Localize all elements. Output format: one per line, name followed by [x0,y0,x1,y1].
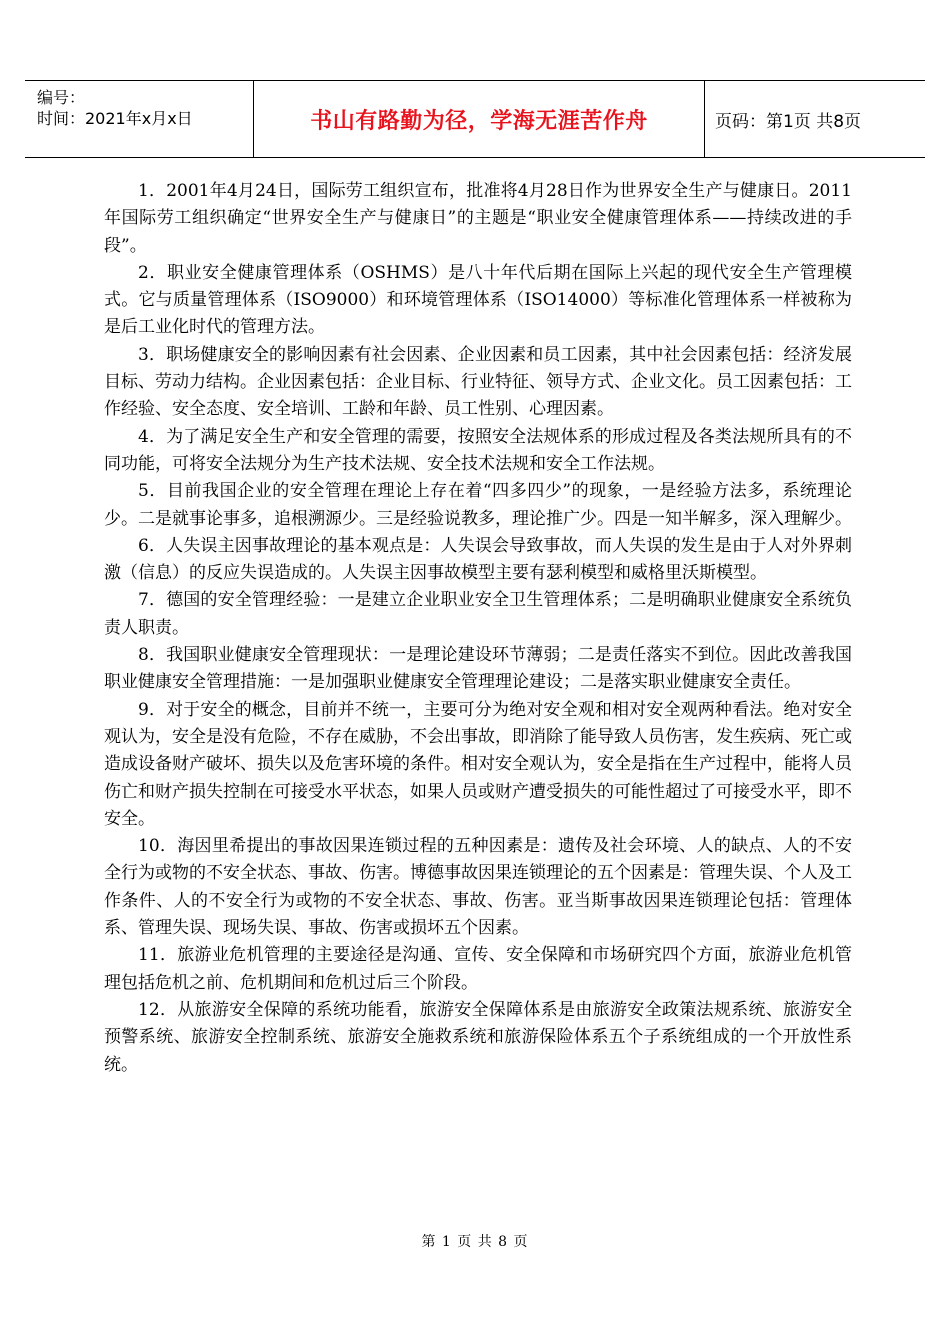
page-info-cell [705,81,925,157]
paragraph-6: 6．人失误主因事故理论的基本观点是：人失误会导致事故，而人失误的发生是由于人对外界刺激（信息）的反应失误造成的。人失误主因事故模型主要有瑟利模型和威格里沃斯模型。 [104,535,852,584]
paragraph-1: 1．2001年4月24日，国际劳工组织宣布，批准将4月28日作为世界安全生产与健康日。2011年国际劳工组织确定“世界安全生产与健康日”的主题是“职业安全健康管理体系——持续改进的手段”。 [104,181,852,256]
paragraph-9: 9．对于安全的概念，目前并不统一，主要可分为绝对安全观和相对安全观两种看法。绝对安全观认为，安全是没有危险，不存在威胁，不会出事故，即消除了能导致人员伤害，发生疾病、死亡或造成设备财产破坏、损失以及危害环境的条件。相对安全观认为，安全是指在生产过程中，能将人员伤亡和财产损失控制在可接受水平状态，如果人员或财产遭受损失的可能性超过了可接受水平，即不安全。 [104,699,852,829]
paragraph-5: 5．目前我国企业的安全管理在理论上存在着“四多四少”的现象，一是经验方法多，系统理论少。二是就事论事多，追根溯源少。三是经验说教多，理论推广少。四是一知半解多，深入理解少。 [104,481,852,529]
paragraph-7: 7．德国的安全管理经验：一是建立企业职业安全卫生管理体系；二是明确职业健康安全系统负责人职责。 [104,590,852,638]
paragraph-10: 10．海因里希提出的事故因果连锁过程的五种因素是：遗传及社会环境、人的缺点、人的不安全行为或物的不安全状态、事故、伤害。博德事故因果连锁理论的五个因素是：管理失误、个人及工作条件、人的不安全行为或物的不安全状态、事故、伤害。亚当斯事故因果连锁理论包括：管理体系、管理失误、现场失误、事故、伤害或损坏五个因素。 [104,836,852,939]
paragraph-4: 4．为了满足安全生产和安全管理的需要，按照安全法规体系的形成过程及各类法规所具有的不同功能，可将安全法规分为生产技术法规、安全技术法规和安全工作法规。 [104,426,852,474]
paragraph-3: 3．职场健康安全的影响因素有社会因素、企业因素和员工因素，其中社会因素包括：经济发展目标、劳动力结构。企业因素包括：企业目标、行业特征、领导方式、企业文化。员工因素包括：工作经验、安全态度、安全培训、工龄和年龄、员工性别、心理因素。 [104,344,852,420]
document-body [104,178,852,1079]
paragraph-2: 2．职业安全健康管理体系（OSHMS）是八十年代后期在国际上兴起的现代安全生产管理模式。它与质量管理体系（ISO9000）和环境管理体系（ISO14000）等标准化管理体系一样被称为是后工业化时代的管理方法。 [104,262,852,338]
paragraph-8: 8．我国职业健康安全管理现状：一是理论建设环节薄弱；二是责任落实不到位。因此改善我国职业健康安全管理措施：一是加强职业健康安全管理理论建设；二是落实职业健康安全责任。 [104,645,852,693]
motto-cell [254,81,705,157]
paragraph-12: 12．从旅游安全保障的系统功能看，旅游安全保障体系是由旅游安全政策法规系统、旅游安全预警系统、旅游安全控制系统、旅游安全施救系统和旅游保险体系五个子系统组成的一个开放性系统。 [104,999,852,1075]
header-info-cell [25,81,254,157]
footer-page-number: 第 1 页 共 8 页 [421,1234,529,1250]
time-label: 时间：2021年x月x日 [37,109,193,128]
page-header [25,80,925,158]
paragraph-11: 11．旅游业危机管理的主要途径是沟通、宣传、安全保障和市场研究四个方面，旅游业危机管理包括危机之前、危机期间和危机过后三个阶段。 [104,945,852,993]
page-footer [0,1231,950,1251]
motto-text: 书山有路勤为径，学海无涯苦作舟 [310,108,648,134]
page-info-text: 页码：第1页 共8页 [715,111,862,132]
number-label: 编号： [37,88,86,107]
